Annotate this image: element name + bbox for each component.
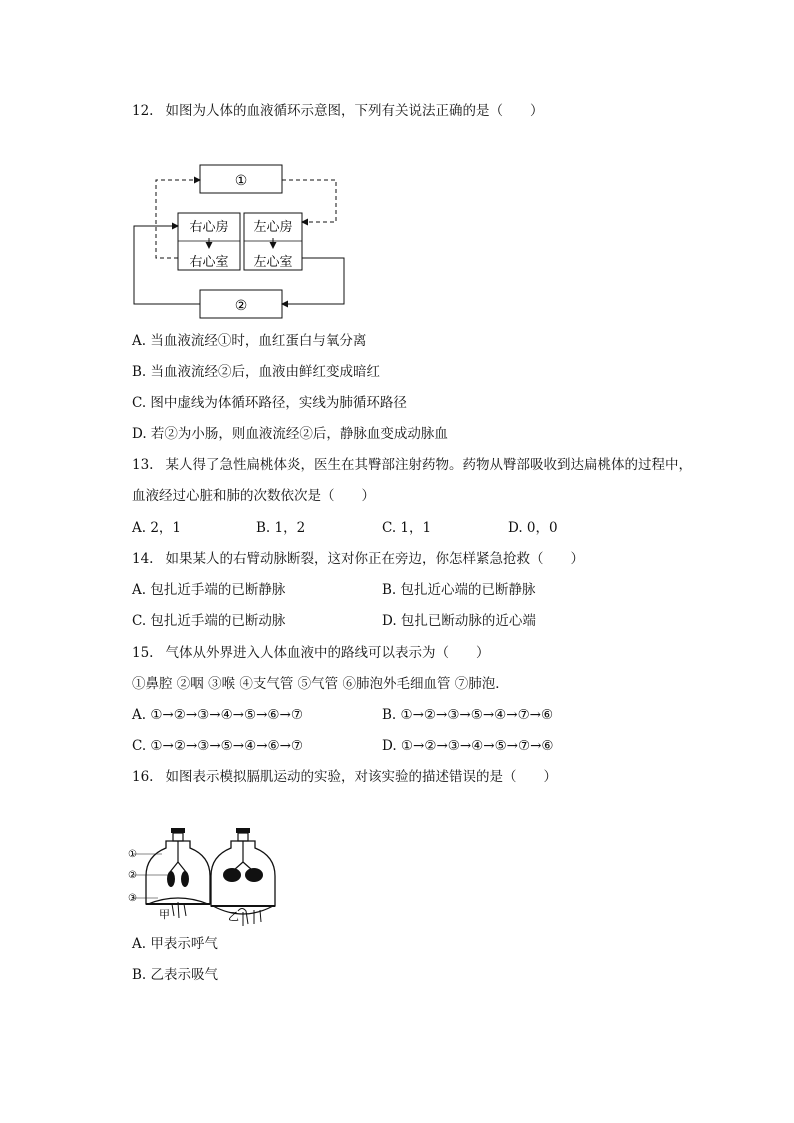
question-12-stem	[132, 101, 543, 121]
q14-option-b: B. 包扎近心端的已断静脉	[382, 582, 536, 598]
q13-option-c: C. 1，1	[382, 520, 432, 536]
right-ventricle-label: 右心室	[189, 255, 229, 270]
q14-option-d: D. 包扎已断动脉的近心端	[382, 613, 536, 629]
question-number: 12.	[132, 103, 154, 119]
q14-option-c: C. 包扎近手端的已断动脉	[132, 613, 286, 629]
question-13-stem-line2: 血液经过心脏和肺的次数依次是（ ）	[132, 488, 375, 504]
q15-organ-list: ①鼻腔 ②咽 ③喉 ④支气管 ⑤气管 ⑥肺泡外毛细血管 ⑦肺泡．	[132, 676, 509, 692]
question-13-stem	[132, 455, 692, 475]
q16-option-b: B. 乙表示吸气	[132, 967, 219, 983]
q12-option-a: A. 当血液流经①时，血红蛋白与氧分离	[132, 333, 367, 349]
left-ventricle-label: 左心室	[253, 255, 293, 270]
question-number: 16.	[132, 769, 154, 785]
q15-option-d: D. ①→②→③→④→⑤→⑦→⑥	[382, 738, 554, 754]
label-2: ②	[128, 870, 137, 881]
jar-jia	[128, 828, 210, 921]
caption-jia: 甲	[159, 908, 170, 921]
question-14-stem	[132, 549, 584, 569]
caption-yi: 乙	[228, 910, 239, 923]
question-16-stem	[132, 767, 557, 787]
q15-option-a: A. ①→②→③→④→⑤→⑥→⑦	[132, 707, 303, 723]
jar-yi	[211, 828, 275, 926]
q13-option-a: A. 2，1	[132, 520, 182, 536]
question-text: 某人得了急性扁桃体炎，医生在其臀部注射药物。药物从臀部吸收到达扁桃体的过程中，	[165, 457, 692, 473]
right-atrium-label: 右心房	[189, 220, 229, 235]
q16-option-a: A. 甲表示呼气	[132, 936, 218, 952]
top-box-label: ①	[234, 173, 248, 189]
question-number: 13.	[132, 457, 154, 473]
question-text: 如图表示模拟膈肌运动的实验，对该实验的描述错误的是（ ）	[165, 769, 557, 785]
q13-option-d: D. 0，0	[508, 520, 558, 536]
q15-option-b: B. ①→②→③→⑤→④→⑦→⑥	[382, 707, 554, 723]
q12-option-c: C. 图中虚线为体循环路径，实线为肺循环路径	[132, 395, 407, 411]
q12-option-d: D. 若②为小肠，则血液流经②后，静脉血变成动脉血	[132, 426, 448, 442]
question-number: 14.	[132, 551, 154, 567]
label-3: ③	[128, 893, 137, 904]
q14-option-a: A. 包扎近手端的已断静脉	[132, 582, 286, 598]
q15-option-c: C. ①→②→③→⑤→④→⑥→⑦	[132, 738, 304, 754]
bottom-box-label: ②	[234, 298, 248, 314]
left-atrium-label: 左心房	[253, 220, 293, 235]
label-1: ①	[128, 849, 137, 860]
question-text: 气体从外界进入人体血液中的路线可以表示为（ ）	[165, 645, 490, 661]
diaphragm-experiment-figure	[128, 826, 288, 934]
question-text: 如图为人体的血液循环示意图，下列有关说法正确的是（ ）	[165, 103, 544, 119]
question-number: 15.	[132, 645, 154, 661]
q13-option-b: B. 1，2	[256, 520, 306, 536]
question-text: 如果某人的右臂动脉断裂，这对你正在旁边，你怎样紧急抢救（ ）	[165, 551, 584, 567]
blood-circulation-diagram	[126, 160, 366, 320]
question-15-stem	[132, 643, 489, 663]
q12-option-b: B. 当血液流经②后，血液由鲜红变成暗红	[132, 364, 381, 380]
